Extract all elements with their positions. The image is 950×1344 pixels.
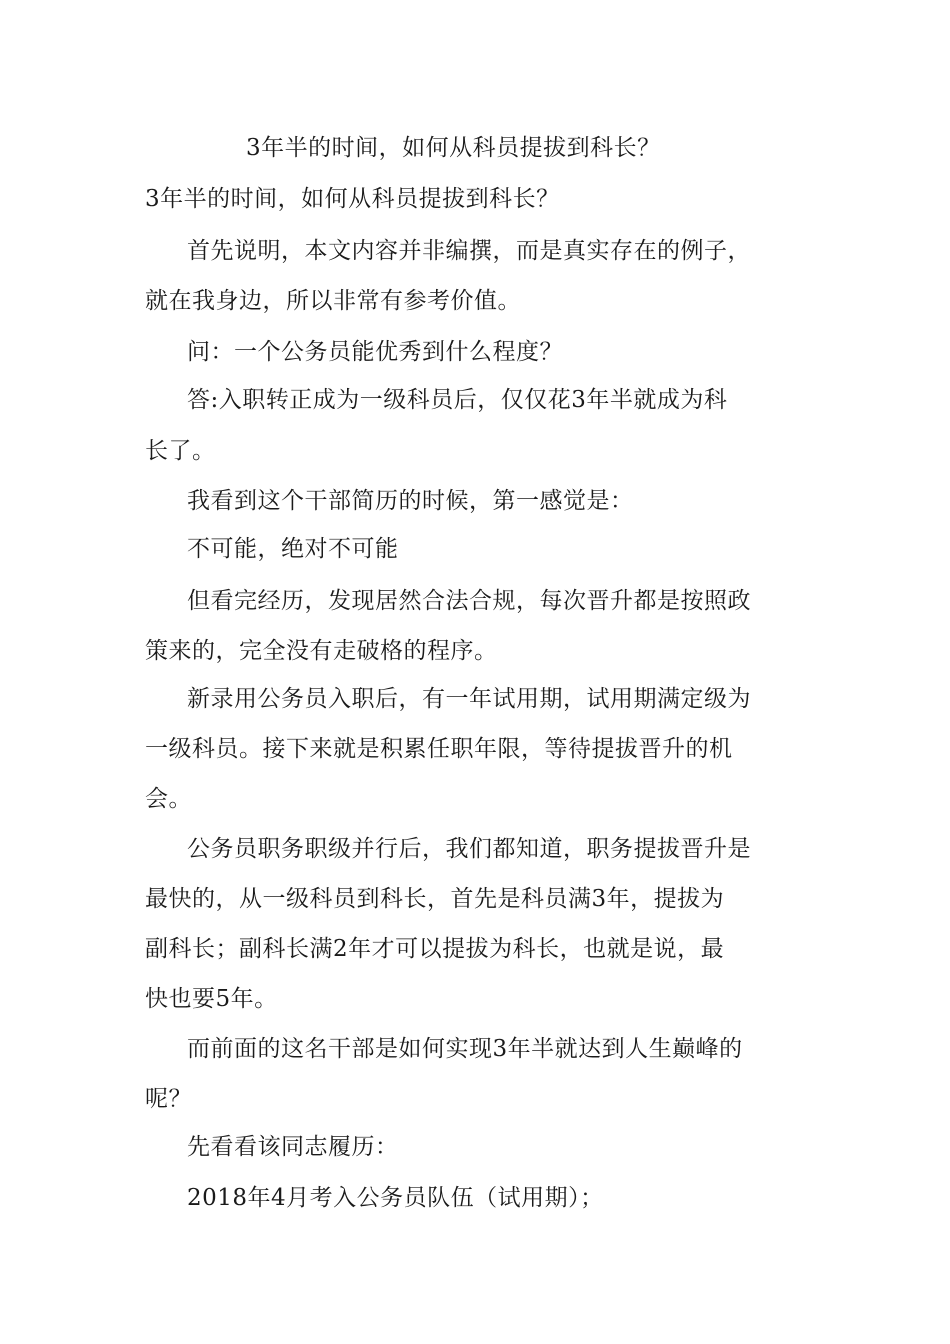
text-line-13: 会。 [145,786,192,812]
text-line-3: 就在我身边，所以非常有参考价值。 [145,288,521,314]
text-line-14: 公务员职务职级并行后，我们都知道，职务提拔晋升是 [187,836,751,862]
text-line-4: 问：一个公务员能优秀到什么程度？ [187,339,563,365]
text-line-1: 3年半的时间，如何从科员提拔到科长？ [145,186,560,212]
text-line-17: 快也要5年。 [145,986,278,1012]
text-line-9: 但看完经历，发现居然合法合规，每次晋升都是按照政 [187,588,751,614]
text-line-21: 2018年4月考入公务员队伍（试用期）； [187,1185,604,1211]
text-line-11: 新录用公务员入职后，有一年试用期，试用期满定级为 [187,686,751,712]
text-line-18: 而前面的这名干部是如何实现3年半就达到人生巅峰的 [187,1036,743,1062]
text-line-7: 我看到这个干部简历的时候，第一感觉是： [187,488,634,514]
text-line-19: 呢？ [145,1086,192,1112]
text-line-6: 长了。 [145,438,216,464]
text-line-20: 先看看该同志履历： [187,1134,399,1160]
document-title: 3年半的时间，如何从科员提拔到科长？ [246,135,661,161]
text-line-16: 副科长；副科长满2年才可以提拔为科长，也就是说，最 [145,936,725,962]
text-line-2: 首先说明，本文内容并非编撰，而是真实存在的例子， [187,238,751,264]
text-line-15: 最快的，从一级科员到科长，首先是科员满3年，提拔为 [145,886,725,912]
text-line-5: 答:入职转正成为一级科员后，仅仅花3年半就成为科 [187,387,728,413]
text-line-10: 策来的，完全没有走破格的程序。 [145,638,498,664]
text-line-12: 一级科员。接下来就是积累任职年限，等待提拔晋升的机 [145,736,733,762]
text-line-8: 不可能，绝对不可能 [187,536,399,562]
